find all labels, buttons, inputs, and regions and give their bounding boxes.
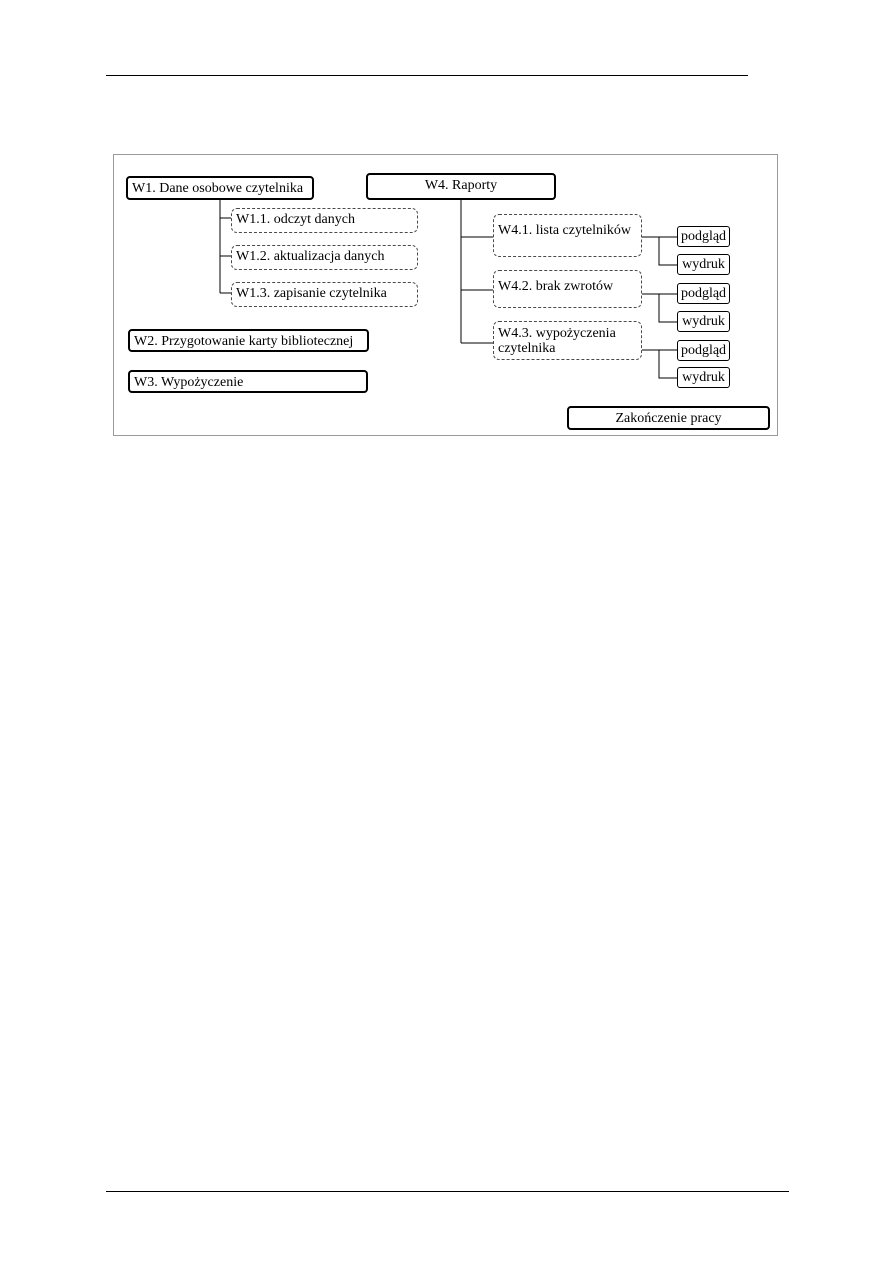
menu-w4-3-reader-loans[interactable] xyxy=(493,321,642,360)
end-work-label: Zakończenie pracy xyxy=(615,411,722,426)
w4-1-preview-label: podgląd xyxy=(680,229,727,244)
w4-3-connector xyxy=(641,350,677,378)
w4-2-print-label: wydruk xyxy=(682,314,725,329)
w4-2-preview-label: podgląd xyxy=(680,286,727,301)
w4-3-print-label: wydruk xyxy=(682,370,725,385)
menu-w1-1-label: W1.1. odczyt danych xyxy=(236,212,355,227)
w4-3-preview-button[interactable] xyxy=(677,340,730,361)
menu-w1-3-label: W1.3. zapisanie czytelnika xyxy=(236,286,387,301)
menu-w4-label: W4. Raporty xyxy=(424,178,498,193)
menu-w1-label: W1. Dane osobowe czytelnika xyxy=(132,181,304,196)
menu-w4-2-label: W4.2. brak zwrotów xyxy=(498,279,614,294)
menu-w3-label: W3. Wypożyczenie xyxy=(134,375,244,390)
menu-w1-personal-data[interactable] xyxy=(126,176,314,200)
menu-w1-2-update-data[interactable] xyxy=(231,245,418,270)
w4-2-print-button[interactable] xyxy=(677,311,730,332)
menu-w1-2-label: W1.2. aktualizacja danych xyxy=(236,249,385,264)
menu-w4-3-label-line1: W4.3. wypożyczenia xyxy=(498,326,616,341)
menu-w4-1-readers-list[interactable] xyxy=(493,214,642,257)
menu-w2-library-card[interactable] xyxy=(128,329,369,352)
end-work-button[interactable] xyxy=(567,406,770,430)
w4-1-print-button[interactable] xyxy=(677,254,730,275)
menu-w2-label: W2. Przygotowanie karty bibliotecznej xyxy=(134,334,354,349)
menu-w4-2-missing-returns[interactable] xyxy=(493,270,642,308)
w4-2-preview-button[interactable] xyxy=(677,283,730,304)
w4-3-preview-label: podgląd xyxy=(680,343,727,358)
menu-w4-3-label-line2: czytelnika xyxy=(498,341,556,356)
menu-w3-loan[interactable] xyxy=(128,370,368,393)
w4-1-connector xyxy=(641,237,677,265)
menu-w1-3-save-reader[interactable] xyxy=(231,282,418,307)
menu-w4-1-label: W4.1. lista czytelników xyxy=(498,223,631,238)
w4-3-print-button[interactable] xyxy=(677,367,730,388)
menu-w1-1-read-data[interactable] xyxy=(231,208,418,233)
w4-1-preview-button[interactable] xyxy=(677,226,730,247)
w4-2-connector xyxy=(641,294,677,322)
menu-w4-reports[interactable] xyxy=(366,173,556,200)
w4-connector xyxy=(461,199,494,343)
w4-1-print-label: wydruk xyxy=(682,257,725,272)
